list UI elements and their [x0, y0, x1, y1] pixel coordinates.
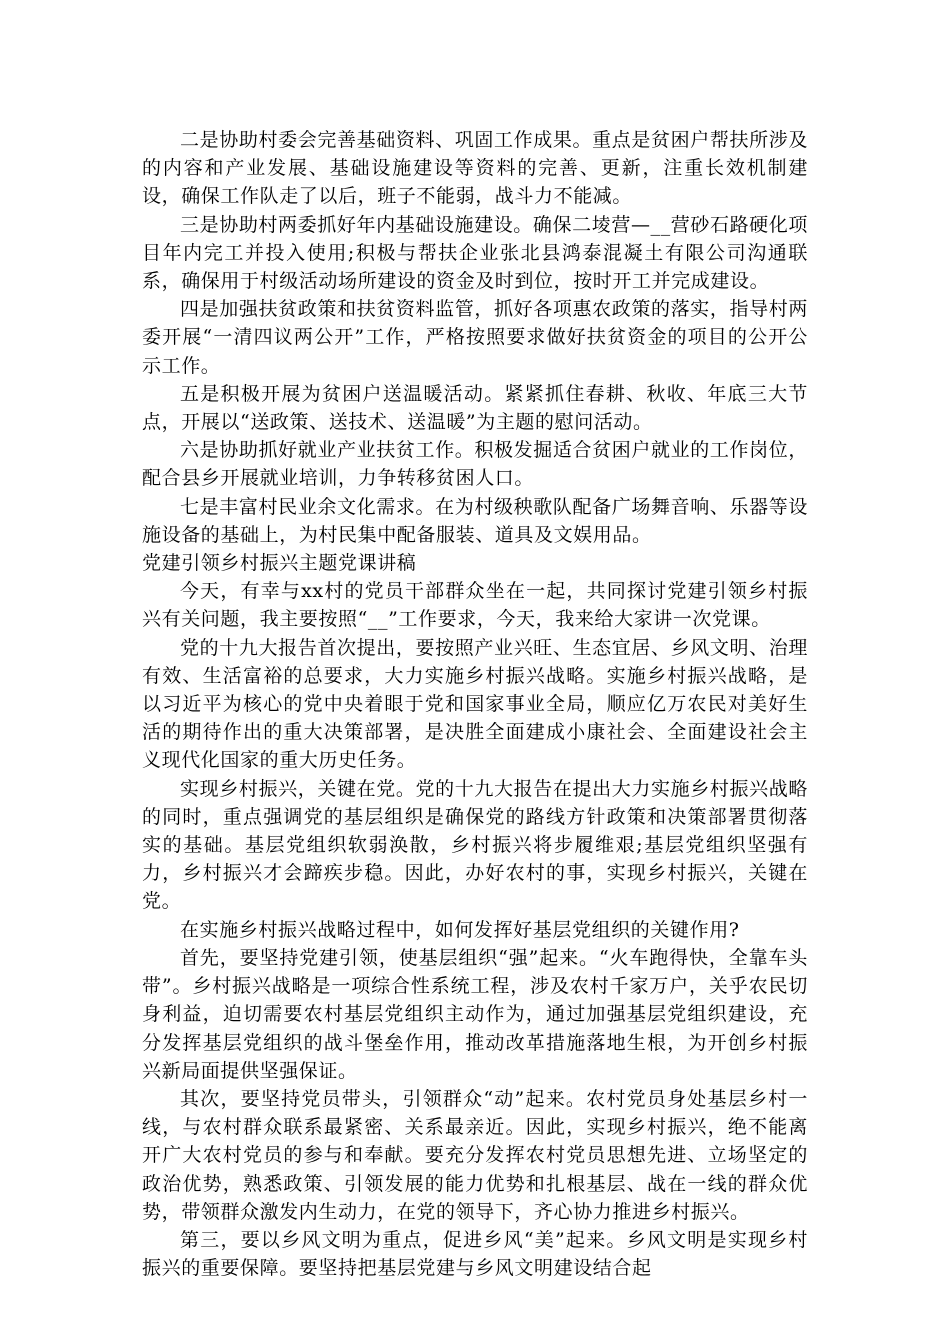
paragraph-question: 在实施乡村振兴战略过程中，如何发挥好基层党组织的关键作用? [180, 918, 740, 941]
paragraph-task-5: 五是积极开展为贫困户送温暖活动。紧紧抓住春耕、秋收、年底三大节点，开展以“送政策、送技术、送温暖”为主题的慰问活动。 [142, 382, 808, 434]
paragraph-report: 党的十九大报告首次提出，要按照产业兴旺、生态宜居、乡风文明、治理有效、生活富裕的总要求，大力实施乡村振兴战略。实施乡村振兴战略，是以习近平为核心的党中央着眼于党和国家事业全局，顺应亿万农民对美好生活的期待作出的重大决策部署，是决胜全面建成小康社会、全面建设社会主义现代化国家的重大历史任务。 [142, 636, 808, 772]
paragraph-task-3: 三是协助村两委抓好年内基础设施建设。确保二堎营—__营砂石路硬化项目年内完工并投入使用;积极与帮扶企业张北县鸿泰混凝土有限公司沟通联系，确保用于村级活动场所建设的资金及时到位，按时开工并完成建设。 [142, 213, 808, 293]
paragraph-second: 其次，要坚持党员带头，引领群众“动”起来。农村党员身处基层乡村一线，与农村群众联系最紧密、关系最亲近。因此，实现乡村振兴，绝不能离开广大农村党员的参与和奉献。要充分发挥农村党员思想先进、立场坚定的政治优势，熟悉政策、引领发展的能力优势和扎根基层、战在一线的群众优势，带领群众激发内生动力，在党的领导下，齐心协力推进乡村振兴。 [142, 1087, 808, 1223]
section-heading: 党建引领乡村振兴主题党课讲稿 [142, 552, 417, 575]
paragraph-first: 首先，要坚持党建引领，使基层组织“强”起来。“火车跑得快，全靠车头带”。乡村振兴战略是一项综合性系统工程，涉及农村千家万户，关乎农民切身利益，迫切需要农村基层党组织主动作为，通过加强基层党组织建设，充分发挥基层党组织的战斗堡垒作用，推动改革措施落地生根，为开创乡村振兴新局面提供坚强保证。 [142, 946, 808, 1082]
paragraph-task-4: 四是加强扶贫政策和扶贫资料监管，抓好各项惠农政策的落实，指导村两委开展“一清四议两公开”工作，严格按照要求做好扶贫资金的项目的公开公示工作。 [142, 298, 808, 377]
paragraph-key-party: 实现乡村振兴，关键在党。党的十九大报告在提出大力实施乡村振兴战略的同时，重点强调党的基层组织是确保党的路线方针政策和决策部署贯彻落实的基础。基层党组织软弱涣散，乡村振兴将步履维艰;基层党组织坚强有力，乡村振兴才会蹄疾步稳。因此，办好农村的事，实现乡村振兴，关键在党。 [142, 777, 808, 913]
paragraph-task-2: 二是协助村委会完善基础资料、巩固工作成果。重点是贫困户帮扶所涉及的内容和产业发展、基础设施建设等资料的完善、更新，注重长效机制建设，确保工作队走了以后，班子不能弱，战斗力不能减。 [142, 129, 808, 208]
paragraph-third: 第三，要以乡风文明为重点，促进乡风“美”起来。乡风文明是实现乡村振兴的重要保障。要坚持把基层党建与乡风文明建设结合起 [142, 1228, 808, 1280]
document-page [142, 126, 808, 1282]
paragraph-task-6: 六是协助抓好就业产业扶贫工作。积极发掘适合贫困户就业的工作岗位，配合县乡开展就业培训，力争转移贫困人口。 [142, 439, 808, 490]
paragraph-intro: 今天，有幸与xx村的党员干部群众坐在一起，共同探讨党建引领乡村振兴有关问题，我主要按照“__”工作要求，今天，我来给大家讲一次党课。 [142, 580, 808, 631]
paragraph-task-7: 七是丰富村民业余文化需求。在为村级秧歌队配备广场舞音响、乐器等设施设备的基础上，为村民集中配备服装、道具及文娱用品。 [142, 495, 808, 546]
